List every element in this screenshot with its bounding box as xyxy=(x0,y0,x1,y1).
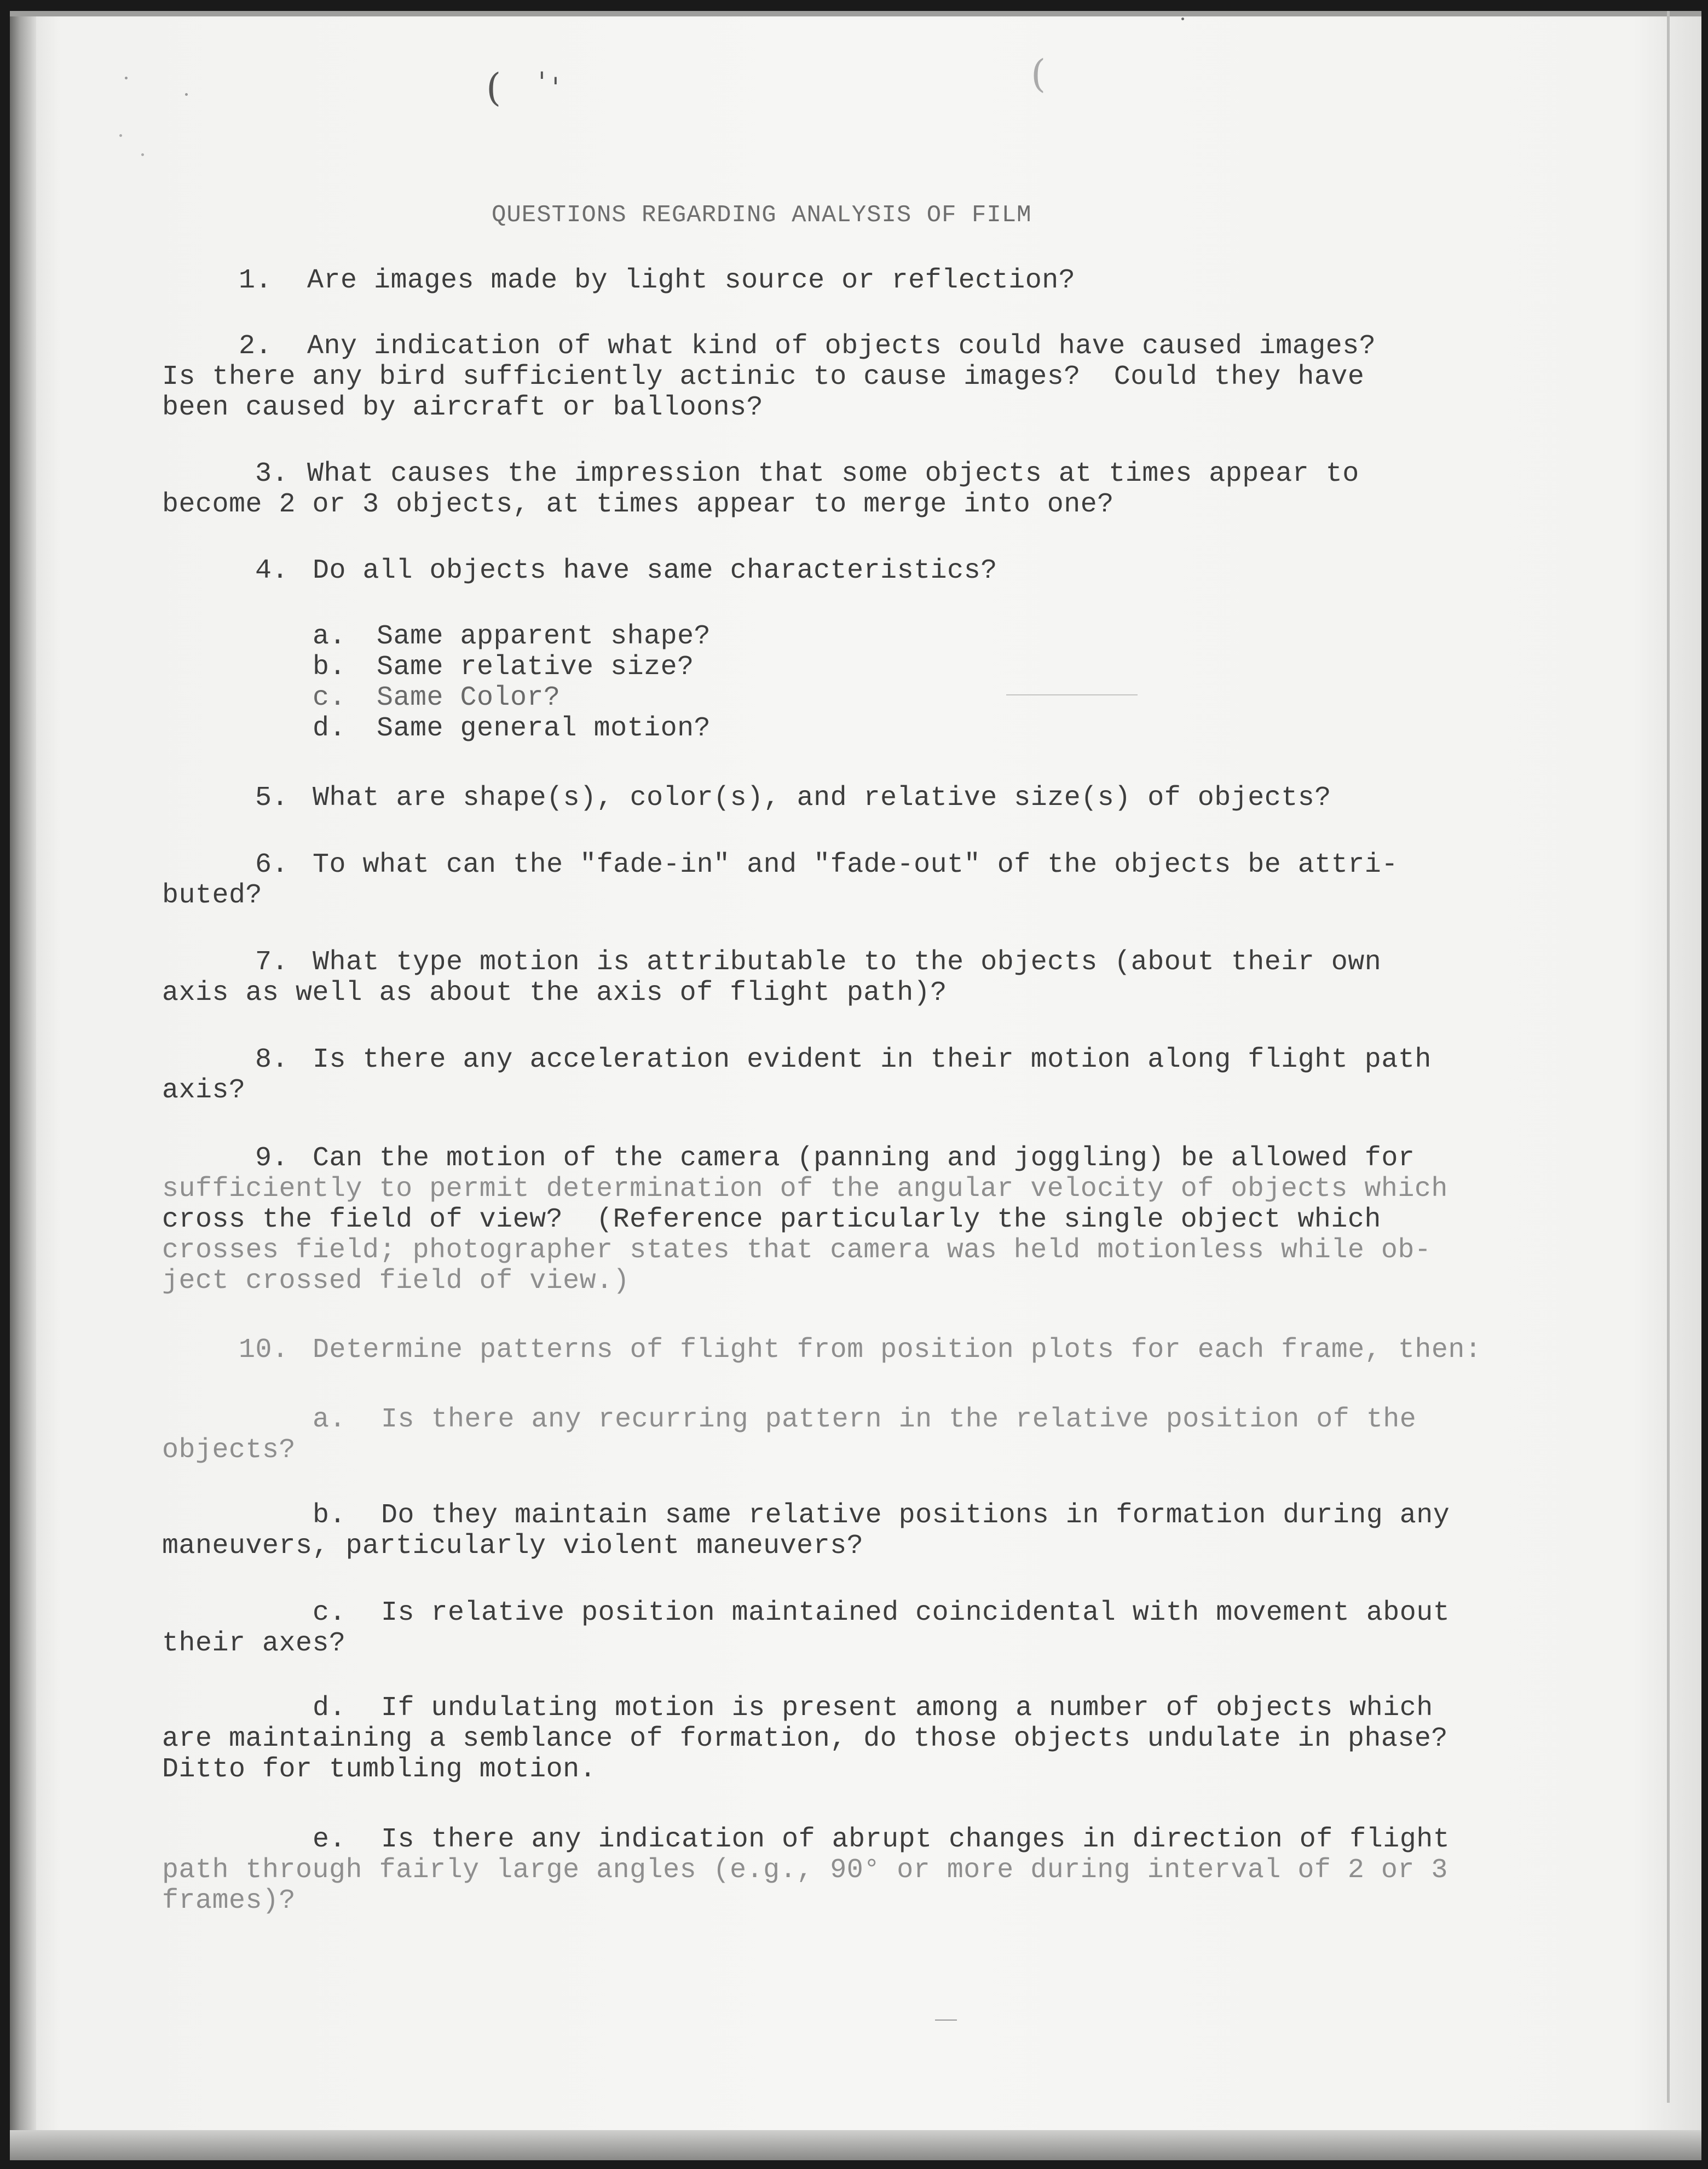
q2-number: 2. xyxy=(239,331,273,362)
q6-line-1: To what can the "fade-in" and "fade-out" of the objects be attri- xyxy=(313,849,1398,881)
q10-sub-b-line-2: maneuvers, particularly violent maneuvers? xyxy=(162,1531,864,1562)
q10-sub-b-letter: b. xyxy=(313,1500,347,1531)
scan-right-edge xyxy=(1667,11,1670,2103)
q5-number: 5. xyxy=(255,783,289,814)
scan-mark-tick-2: ' xyxy=(552,72,559,103)
q1-number: 1. xyxy=(239,265,273,296)
q9-line-1: Can the motion of the camera (panning and joggling) be allowed for xyxy=(313,1143,1415,1174)
q4-sub-c-letter: c. xyxy=(313,682,347,714)
scan-speck xyxy=(125,77,128,79)
q10-sub-c-line-1: Is relative position maintained coincidental with movement about xyxy=(381,1597,1450,1629)
q10-sub-d-line-1: If undulating motion is present among a number of objects which xyxy=(381,1693,1433,1724)
q10-sub-b-line-1: Do they maintain same relative positions in formation during any xyxy=(381,1500,1450,1531)
q4-number: 4. xyxy=(255,555,289,586)
q9-line-3: cross the field of view? (Reference particularly the single object which xyxy=(162,1204,1381,1235)
q9-line-4: crosses field; photographer states that camera was held motionless while ob- xyxy=(162,1235,1432,1266)
q10-sub-e-letter: e. xyxy=(313,1824,347,1855)
scan-mark-tick: ' xyxy=(538,66,546,98)
q6-line-2: buted? xyxy=(162,880,263,911)
q6-number: 6. xyxy=(255,849,289,881)
q10-sub-c-line-2: their axes? xyxy=(162,1628,346,1659)
q10-line-1: Determine patterns of flight from position plots for each frame, then: xyxy=(313,1334,1482,1366)
q7-number: 7. xyxy=(255,947,289,978)
q10-sub-c-letter: c. xyxy=(313,1597,347,1629)
q10-sub-e-line-3: frames)? xyxy=(162,1885,296,1917)
q4-sub-b-letter: b. xyxy=(313,652,347,683)
document-title: QUESTIONS REGARDING ANALYSIS OF FILM xyxy=(492,202,1032,229)
q1-line-1: Are images made by light source or reflection? xyxy=(307,265,1076,296)
q4-sub-a-text: Same apparent shape? xyxy=(377,621,711,652)
faint-dash-mark xyxy=(935,2020,957,2021)
scan-left-edge-shadow xyxy=(10,11,36,2160)
q4-sub-d-letter: d. xyxy=(313,713,347,744)
faint-rule-line xyxy=(1006,694,1138,695)
document-page xyxy=(10,11,1701,2160)
q9-line-5: ject crossed field of view.) xyxy=(162,1265,630,1297)
q4-sub-c-text: Same Color? xyxy=(377,682,561,714)
q10-sub-a-line-2: objects? xyxy=(162,1435,296,1466)
q10-sub-d-letter: d. xyxy=(313,1693,347,1724)
scan-speck xyxy=(1181,18,1184,20)
q4-line-1: Do all objects have same characteristics? xyxy=(313,555,997,586)
scan-mark-paren-2: ( xyxy=(1031,51,1046,96)
q10-sub-e-line-1: Is there any indication of abrupt changes in direction of flight xyxy=(381,1824,1450,1855)
scan-speck xyxy=(119,134,122,137)
q10-number: 10. xyxy=(239,1334,289,1366)
q4-sub-d-text: Same general motion? xyxy=(377,713,711,744)
q2-line-1: Any indication of what kind of objects could have caused images? xyxy=(307,331,1376,362)
q7-line-1: What type motion is attributable to the objects (about their own xyxy=(313,947,1382,978)
q4-sub-b-text: Same relative size? xyxy=(377,652,694,683)
q3-line-1: What causes the impression that some objects at times appear to xyxy=(307,458,1359,490)
q8-line-2: axis? xyxy=(162,1075,246,1106)
q10-sub-a-line-1: Is there any recurring pattern in the relative position of the xyxy=(381,1404,1417,1435)
q10-sub-a-letter: a. xyxy=(313,1404,347,1435)
scan-top-edge xyxy=(10,11,1701,16)
q3-number: 3. xyxy=(255,458,289,490)
q10-sub-e-line-2: path through fairly large angles (e.g., 90° or more during interval of 2 or 3 xyxy=(162,1855,1448,1886)
q4-sub-a-letter: a. xyxy=(313,621,347,652)
q3-line-2: become 2 or 3 objects, at times appear to merge into one? xyxy=(162,489,1114,520)
scan-mark-paren: ( xyxy=(486,65,501,110)
q8-number: 8. xyxy=(255,1044,289,1075)
scan-speck xyxy=(141,153,144,156)
q7-line-2: axis as well as about the axis of flight path)? xyxy=(162,977,947,1009)
q10-sub-d-line-3: Ditto for tumbling motion. xyxy=(162,1754,597,1785)
q8-line-1: Is there any acceleration evident in their motion along flight path xyxy=(313,1044,1432,1075)
q2-line-3: been caused by aircraft or balloons? xyxy=(162,392,764,423)
q5-line-1: What are shape(s), color(s), and relative size(s) of objects? xyxy=(313,783,1331,814)
q9-number: 9. xyxy=(255,1143,289,1174)
q9-line-2: sufficiently to permit determination of the angular velocity of objects which xyxy=(162,1173,1448,1205)
scan-speck xyxy=(185,93,188,96)
q10-sub-d-line-2: are maintaining a semblance of formation, do those objects undulate in phase? xyxy=(162,1723,1448,1754)
scan-bottom-edge xyxy=(10,2130,1701,2160)
q2-line-2: Is there any bird sufficiently actinic to cause images? Could they have xyxy=(162,361,1365,393)
